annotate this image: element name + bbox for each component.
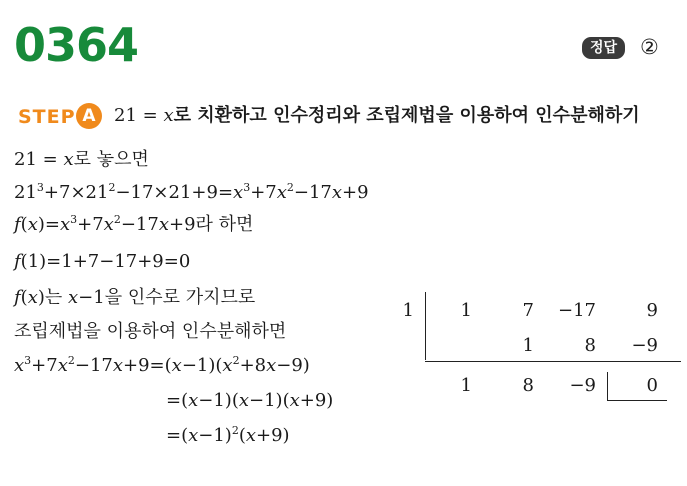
- row3-remainder: 0: [646, 375, 658, 396]
- row2-value-2: 1: [522, 335, 534, 356]
- row3-result-3: −9: [569, 375, 596, 396]
- division-root: 1: [402, 300, 414, 321]
- problem-number: 0364: [14, 18, 139, 72]
- solution-line-4: f(1)=1+7−17+9=0: [14, 251, 191, 272]
- remainder-box-horizontal: [607, 400, 667, 401]
- division-horizontal-line: [425, 361, 681, 362]
- solution-line-7: $x^3+7x^2-17x+9=(x-1)(x^2+8x-9)$: [14, 354, 310, 376]
- solution-line-5: f(x)는 x−1을 인수로 가지므로: [14, 287, 256, 308]
- row3-result-1: 1: [460, 375, 472, 396]
- row2-value-3: 8: [584, 335, 596, 356]
- solution-line-1: 21 = x로 놓으면: [14, 149, 149, 170]
- step-title-text: 로 치환하고 인수정리와 조립제법을 이용하여 인수분해하기: [173, 105, 640, 126]
- answer-badge: 정답: [582, 37, 625, 59]
- answer-value: ②: [640, 35, 659, 59]
- line5-text: 는: [44, 287, 69, 308]
- row1-coef-2: 7: [522, 300, 534, 321]
- solution-line-9: $=(x-1)^2(x+9)$: [166, 424, 290, 446]
- step-title-var: x: [163, 105, 174, 126]
- line1-math: 21 =: [14, 149, 64, 170]
- line5-text2: 을 인수로 가지므로: [104, 287, 256, 308]
- step-letter-badge: A: [76, 103, 102, 129]
- row1-coef-1: 1: [460, 300, 472, 321]
- row1-coef-3: −17: [558, 300, 596, 321]
- step-title-math: 21 =: [114, 105, 164, 126]
- solution-line-6: 조립제법을 이용하여 인수분해하면: [14, 321, 287, 342]
- row3-result-2: 8: [522, 375, 534, 396]
- row1-coef-4: 9: [646, 300, 658, 321]
- row2-value-4: −9: [631, 335, 658, 356]
- step-title: [114, 104, 640, 128]
- solution-line-8: =(x−1)(x−1)(x+9): [166, 390, 334, 411]
- line1-text: 로 놓으면: [73, 149, 149, 170]
- line3-text: 라 하면: [195, 214, 254, 235]
- step-label: STEP: [18, 106, 76, 128]
- solution-line-3: $f(x)=x^3+7x^2-17x+9$라 하면: [14, 213, 254, 235]
- solution-line-2: $21^3+7\times 21^2-17\times 21+9=x^3+7x^2-17x+9$: [14, 181, 369, 203]
